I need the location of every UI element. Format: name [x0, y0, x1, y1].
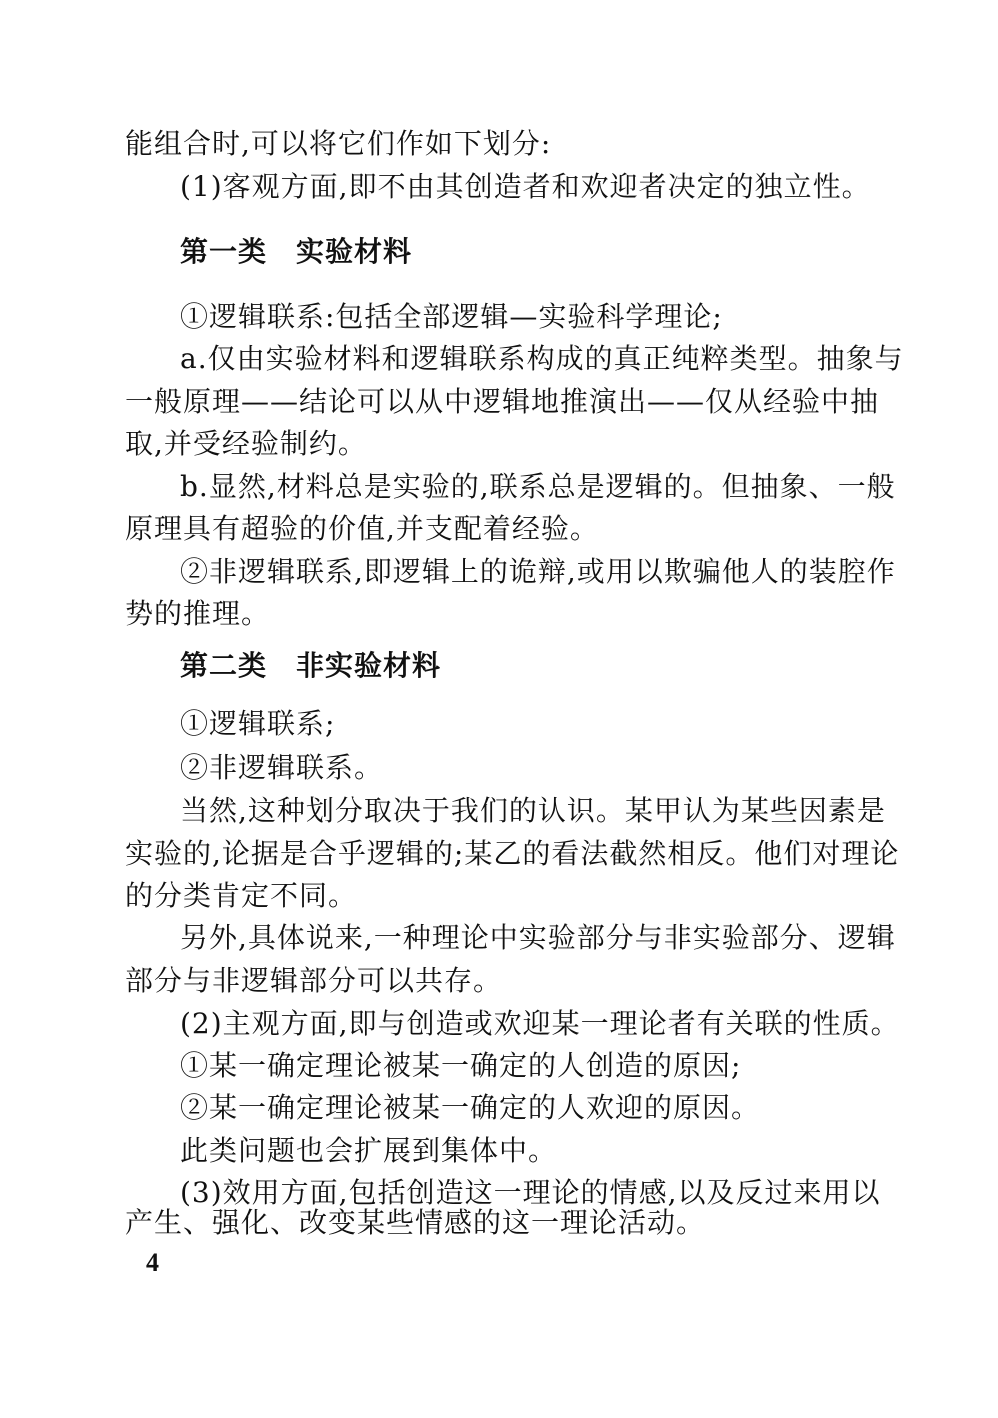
text-line: 部分与非逻辑部分可以共存。 [125, 964, 503, 997]
text-line: 另外,具体说来,一种理论中实验部分与非实验部分、逻辑 [180, 921, 896, 954]
text-line: ②非逻辑联系,即逻辑上的诡辩,或用以欺骗他人的装腔作 [180, 555, 896, 588]
text-line: 产生、强化、改变某些情感的这一理论活动。 [125, 1206, 706, 1239]
page-number: 4 [146, 1248, 159, 1277]
section-heading: 第二类 非实验材料 [180, 649, 442, 682]
text-line: ②某一确定理论被某一确定的人欢迎的原因。 [180, 1091, 761, 1124]
text-line: 原理具有超验的价值,并支配着经验。 [125, 512, 599, 545]
text-line: 一般原理——结论可以从中逻辑地推演出——仅从经验中抽 [125, 385, 880, 418]
section-heading: 第一类 实验材料 [180, 235, 413, 268]
text-line: 的分类肯定不同。 [125, 879, 358, 912]
text-line: 势的推理。 [125, 597, 271, 630]
text-line: b.显然,材料总是实验的,联系总是逻辑的。但抽象、一般 [180, 470, 896, 503]
text-line: 实验的,论据是合乎逻辑的;某乙的看法截然相反。他们对理论 [125, 837, 900, 870]
text-line: ①逻辑联系; [180, 707, 336, 740]
text-line: (1)客观方面,即不由其创造者和欢迎者决定的独立性。 [180, 170, 871, 203]
text-line: 此类问题也会扩展到集体中。 [180, 1134, 558, 1167]
text-line: 能组合时,可以将它们作如下划分: [125, 127, 552, 160]
text-line: ①某一确定理论被某一确定的人创造的原因; [180, 1049, 742, 1082]
text-line: (3)效用方面,包括创造这一理论的情感,以及反过来用以 [180, 1176, 881, 1209]
text-line: 当然,这种划分取决于我们的认识。某甲认为某些因素是 [180, 794, 886, 827]
text-line: a.仅由实验材料和逻辑联系构成的真正纯粹类型。抽象与 [180, 342, 904, 375]
text-line: ①逻辑联系:包括全部逻辑—实验科学理论; [180, 300, 723, 333]
text-line: ②非逻辑联系。 [180, 751, 384, 784]
text-line: 取,并受经验制约。 [125, 427, 367, 460]
text-line: (2)主观方面,即与创造或欢迎某一理论者有关联的性质。 [180, 1007, 900, 1040]
